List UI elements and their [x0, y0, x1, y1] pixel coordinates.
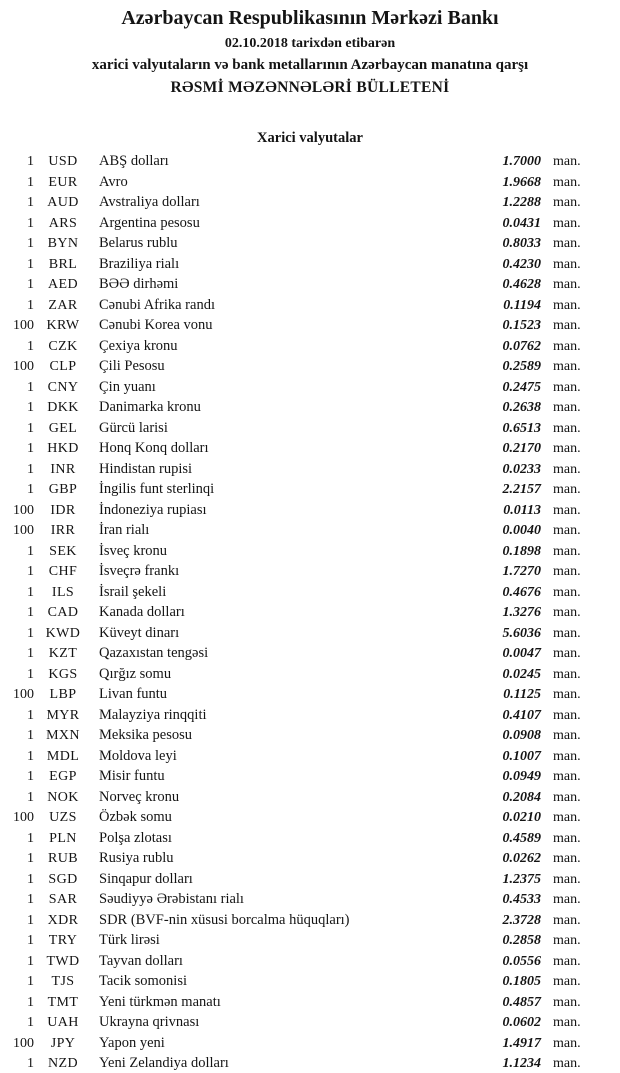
unit-label: man. — [553, 584, 581, 600]
rate-row — [0, 418, 620, 439]
currency-name: Braziliya rialı — [99, 255, 180, 272]
quantity: 1 — [27, 564, 34, 579]
quantity: 1 — [27, 215, 34, 231]
currency-name: Çexiya kronu — [99, 337, 178, 354]
currency-name: İndoneziya rupiası — [99, 501, 207, 518]
currency-name: Malayziya rinqqiti — [99, 706, 207, 723]
currency-code: EUR — [48, 174, 78, 190]
quantity: 1 — [27, 605, 34, 620]
exchange-rate: 0.0047 — [502, 646, 541, 661]
exchange-rate: 1.7270 — [502, 564, 541, 579]
currency-name: Gürcü larisi — [99, 419, 168, 436]
unit-label: man. — [553, 256, 581, 272]
quantity: 1 — [27, 1015, 34, 1030]
unit-label: man. — [553, 769, 581, 784]
currency-name: Misir funtu — [99, 768, 165, 784]
quantity: 1 — [27, 707, 34, 723]
currency-code: AUD — [47, 195, 79, 210]
exchange-rate: 0.2170 — [502, 441, 541, 456]
quantity: 1 — [27, 338, 34, 354]
exchange-rate: 0.0233 — [502, 461, 541, 477]
rate-row — [0, 541, 620, 562]
exchange-rate: 0.0762 — [502, 338, 541, 354]
currency-code: MDL — [46, 748, 80, 764]
unit-label: man. — [553, 420, 581, 436]
exchange-rate: 0.1805 — [502, 974, 541, 989]
unit-label: man. — [553, 236, 581, 251]
rate-row — [0, 664, 620, 685]
quantity: 1 — [27, 871, 34, 887]
currency-name: Sinqapur dolları — [99, 870, 193, 887]
rate-row — [0, 520, 620, 541]
exchange-rate: 1.9668 — [502, 174, 541, 190]
quantity: 100 — [13, 359, 34, 374]
currency-code: ZAR — [48, 297, 78, 313]
currency-name: Danimarka kronu — [99, 399, 201, 415]
unit-label: man. — [553, 994, 581, 1010]
currency-code: NOK — [47, 789, 79, 805]
rate-row — [0, 623, 620, 644]
unit-label: man. — [553, 441, 581, 456]
currency-name: Cənubi Afrika randı — [99, 296, 215, 313]
quantity: 1 — [27, 912, 34, 928]
quantity: 1 — [27, 666, 34, 682]
quantity: 1 — [27, 256, 34, 272]
unit-label: man. — [553, 871, 581, 887]
rate-row — [0, 725, 620, 746]
currency-code: ILS — [51, 584, 75, 600]
quantity: 1 — [27, 1056, 34, 1071]
unit-label: man. — [553, 154, 581, 169]
unit-label: man. — [553, 830, 581, 846]
exchange-rate: 0.0040 — [502, 523, 541, 538]
unit-label: man. — [553, 933, 581, 948]
quantity: 100 — [13, 502, 34, 518]
currency-name: Çili Pesosu — [99, 358, 165, 374]
currency-code: LBP — [49, 687, 77, 702]
currency-code: KZT — [48, 646, 78, 661]
exchange-rate: 0.0949 — [502, 769, 541, 784]
currency-name: Avstraliya dolları — [99, 194, 200, 210]
unit-label: man. — [553, 502, 581, 518]
currency-code: IDR — [50, 502, 76, 518]
unit-label: man. — [553, 523, 581, 538]
exchange-rate: 0.0556 — [502, 953, 541, 969]
currency-name: Yeni türkmən manatı — [99, 993, 221, 1010]
quantity: 100 — [13, 687, 34, 702]
unit-label: man. — [553, 482, 581, 497]
quantity: 1 — [27, 277, 34, 292]
section-title-foreign-currencies: Xarici valyutalar — [257, 130, 363, 146]
currency-code: CLP — [49, 359, 77, 374]
quantity: 1 — [27, 584, 34, 600]
currency-code: KRW — [46, 318, 80, 333]
rate-row — [0, 479, 620, 500]
currency-code: TMT — [47, 994, 79, 1010]
rate-row — [0, 1033, 620, 1054]
rate-row — [0, 500, 620, 521]
unit-label: man. — [553, 953, 581, 969]
currency-name: Ukrayna qrivnası — [99, 1014, 200, 1030]
rate-row — [0, 356, 620, 377]
rate-row — [0, 295, 620, 316]
unit-label: man. — [553, 974, 581, 989]
unit-label: man. — [553, 318, 581, 333]
exchange-rate: 0.0908 — [502, 728, 541, 743]
rate-row — [0, 643, 620, 664]
currency-code: DKK — [47, 400, 79, 415]
currency-name: İsveçrə frankı — [99, 563, 180, 579]
currency-name: Cənubi Korea vonu — [99, 317, 213, 333]
currency-code: JPY — [50, 1035, 76, 1051]
exchange-rate: 0.0245 — [502, 666, 541, 682]
rate-row — [0, 910, 620, 931]
currency-name: Meksika pesosu — [99, 727, 193, 743]
quantity: 1 — [27, 441, 34, 456]
rate-row — [0, 397, 620, 418]
exchange-rate: 0.2858 — [502, 933, 541, 948]
currency-name: Belarus rublu — [99, 235, 178, 251]
unit-label: man. — [553, 707, 581, 723]
currency-code: TJS — [51, 974, 75, 989]
rate-row — [0, 705, 620, 726]
unit-label: man. — [553, 174, 581, 190]
unit-label: man. — [553, 297, 581, 313]
unit-label: man. — [553, 810, 581, 825]
unit-label: man. — [553, 625, 581, 641]
rate-row — [0, 1053, 620, 1073]
currency-name: Çin yuanı — [99, 378, 156, 395]
quantity: 1 — [27, 728, 34, 743]
subject-line: xarici valyutaların və bank metallarının Azərbaycan manatına qarşı — [91, 57, 529, 73]
rate-row — [0, 561, 620, 582]
currency-code: BRL — [48, 256, 78, 272]
unit-label: man. — [553, 728, 581, 743]
rate-row — [0, 930, 620, 951]
exchange-rate: 0.2475 — [502, 379, 541, 395]
currency-code: USD — [48, 154, 78, 169]
currency-name: BƏƏ dirhəmi — [99, 276, 179, 292]
quantity: 1 — [27, 400, 34, 415]
currency-code: CZK — [48, 338, 78, 354]
exchange-rate: 2.3728 — [502, 912, 541, 928]
rate-row — [0, 172, 620, 193]
exchange-rate: 0.2589 — [502, 359, 541, 374]
rate-row — [0, 971, 620, 992]
rate-row — [0, 828, 620, 849]
unit-label: man. — [553, 687, 581, 702]
exchange-rate: 0.0602 — [502, 1015, 541, 1030]
quantity: 1 — [27, 174, 34, 190]
currency-code: PLN — [49, 830, 77, 846]
unit-label: man. — [553, 338, 581, 354]
currency-code: SAR — [48, 892, 78, 907]
quantity: 100 — [13, 318, 34, 333]
unit-label: man. — [553, 215, 581, 231]
exchange-rate: 0.4628 — [502, 277, 541, 292]
rate-row — [0, 274, 620, 295]
exchange-rate: 2.2157 — [502, 482, 541, 497]
currency-code: XDR — [47, 912, 79, 928]
currency-code: TRY — [48, 933, 78, 948]
unit-label: man. — [553, 277, 581, 292]
unit-label: man. — [553, 1015, 581, 1030]
currency-name: Özbək somu — [99, 809, 172, 825]
currency-code: ARS — [48, 215, 78, 231]
unit-label: man. — [553, 1035, 581, 1051]
quantity: 1 — [27, 933, 34, 948]
quantity: 1 — [27, 379, 34, 395]
currency-code: MXN — [46, 728, 80, 743]
currency-name: Moldova leyi — [99, 747, 177, 764]
currency-code: GEL — [48, 420, 78, 436]
exchange-rate: 1.2288 — [502, 195, 541, 210]
unit-label: man. — [553, 379, 581, 395]
rate-row — [0, 336, 620, 357]
exchange-rate: 0.1523 — [502, 318, 541, 333]
rate-row — [0, 848, 620, 869]
unit-label: man. — [553, 892, 581, 907]
bulletin-header — [0, 0, 620, 97]
currency-code: UAH — [47, 1015, 79, 1030]
currency-code: CHF — [48, 564, 78, 579]
exchange-rate: 0.2084 — [502, 789, 541, 805]
bulletin-title: RƏSMİ MƏZƏNNƏLƏRİ BÜLLETENİ — [170, 79, 450, 96]
quantity: 100 — [13, 810, 34, 825]
currency-code: SEK — [49, 543, 77, 559]
quantity: 1 — [27, 994, 34, 1010]
currency-name: İran rialı — [99, 522, 150, 538]
currency-code: MYR — [46, 707, 80, 723]
rate-row — [0, 459, 620, 480]
effective-date-line: 02.10.2018 tarixdən etibarən — [224, 36, 396, 51]
exchange-rate: 0.0113 — [503, 502, 541, 518]
rate-row — [0, 1012, 620, 1033]
currency-name: Küveyt dinarı — [99, 624, 180, 641]
unit-label: man. — [553, 543, 581, 559]
exchange-rate: 5.6036 — [502, 625, 541, 641]
currency-name: Argentina pesosu — [99, 214, 200, 231]
exchange-rate: 0.0262 — [502, 851, 541, 866]
currency-name: Yeni Zelandiya dolları — [99, 1055, 229, 1071]
currency-code: NZD — [48, 1056, 78, 1071]
rate-row — [0, 151, 620, 172]
currency-code: KGS — [48, 666, 78, 682]
rate-row — [0, 787, 620, 808]
quantity: 1 — [27, 236, 34, 251]
currency-name: Qırğız somu — [99, 665, 172, 682]
exchange-rate: 0.6513 — [502, 420, 541, 436]
rate-row — [0, 377, 620, 398]
rate-row — [0, 766, 620, 787]
currency-name: Kanada dolları — [99, 604, 185, 620]
currency-name: Qazaxıstan tengəsi — [99, 645, 209, 661]
currency-name: Yapon yeni — [99, 1034, 165, 1051]
rate-row — [0, 315, 620, 336]
exchange-rate: 1.4917 — [502, 1035, 541, 1051]
currency-code: KWD — [45, 625, 81, 641]
rate-row — [0, 602, 620, 623]
quantity: 1 — [27, 892, 34, 907]
quantity: 1 — [27, 543, 34, 559]
exchange-rate: 0.1194 — [503, 297, 541, 313]
quantity: 1 — [27, 625, 34, 641]
unit-label: man. — [553, 564, 581, 579]
quantity: 1 — [27, 789, 34, 805]
quantity: 1 — [27, 953, 34, 969]
unit-label: man. — [553, 605, 581, 620]
rate-row — [0, 233, 620, 254]
rate-row — [0, 889, 620, 910]
exchange-rate: 0.4857 — [502, 994, 541, 1010]
exchange-rate: 1.7000 — [502, 154, 541, 169]
currency-name: Rusiya rublu — [99, 850, 174, 866]
currency-name: Norveç kronu — [99, 788, 180, 805]
currency-code: CAD — [47, 605, 79, 620]
currency-code: HKD — [47, 441, 79, 456]
unit-label: man. — [553, 195, 581, 210]
rate-row — [0, 684, 620, 705]
unit-label: man. — [553, 912, 581, 928]
currency-name: İsveç kronu — [99, 542, 168, 559]
currency-name: İngilis funt sterlinqi — [99, 481, 215, 497]
exchange-rate: 0.1125 — [503, 687, 541, 702]
currency-code: UZS — [49, 810, 77, 825]
currency-name: Tacik somonisi — [99, 973, 187, 989]
unit-label: man. — [553, 851, 581, 866]
currency-name: Honq Konq dolları — [99, 440, 209, 456]
currency-code: AED — [48, 277, 78, 292]
quantity: 1 — [27, 154, 34, 169]
quantity: 1 — [27, 974, 34, 989]
currency-code: BYN — [47, 236, 79, 251]
exchange-rate: 1.1234 — [502, 1056, 541, 1071]
quantity: 1 — [27, 851, 34, 866]
exchange-rate: 0.2638 — [502, 400, 541, 415]
currency-code: INR — [50, 461, 76, 477]
exchange-rate: 0.0431 — [502, 215, 541, 231]
currency-name: Səudiyyə Ərəbistanı rialı — [99, 891, 244, 907]
quantity: 100 — [13, 1035, 34, 1051]
rate-row — [0, 869, 620, 890]
quantity: 1 — [27, 769, 34, 784]
currency-code: SGD — [48, 871, 78, 887]
unit-label: man. — [553, 1056, 581, 1071]
quantity: 1 — [27, 748, 34, 764]
unit-label: man. — [553, 359, 581, 374]
currency-code: CNY — [47, 379, 79, 395]
rate-row — [0, 438, 620, 459]
quantity: 1 — [27, 420, 34, 436]
unit-label: man. — [553, 400, 581, 415]
bank-name: Azərbaycan Respublikasının Mərkəzi Bankı — [121, 7, 499, 29]
currency-name: Avro — [99, 173, 128, 190]
currency-code: IRR — [50, 523, 76, 538]
currency-code: RUB — [48, 851, 78, 866]
currency-name: Livan funtu — [99, 686, 168, 702]
rate-row — [0, 213, 620, 234]
currency-name: Türk lirəsi — [99, 932, 160, 948]
exchange-rate: 0.1007 — [502, 748, 541, 764]
unit-label: man. — [553, 666, 581, 682]
rate-row — [0, 992, 620, 1013]
rate-row — [0, 807, 620, 828]
exchange-rate: 1.3276 — [502, 605, 541, 620]
quantity: 1 — [27, 646, 34, 661]
exchange-rate: 0.4230 — [502, 256, 541, 272]
exchange-rate: 0.0210 — [502, 810, 541, 825]
quantity: 1 — [27, 482, 34, 497]
quantity: 100 — [13, 523, 34, 538]
rate-row — [0, 582, 620, 603]
unit-label: man. — [553, 789, 581, 805]
currency-code: EGP — [49, 769, 77, 784]
rate-row — [0, 254, 620, 275]
exchange-rate: 0.4533 — [502, 892, 541, 907]
exchange-rate: 0.4589 — [502, 830, 541, 846]
currency-name: Tayvan dolları — [99, 952, 183, 969]
exchange-rate: 0.8033 — [502, 236, 541, 251]
quantity: 1 — [27, 830, 34, 846]
currency-name: Polşa zlotası — [99, 829, 172, 846]
quantity: 1 — [27, 297, 34, 313]
unit-label: man. — [553, 748, 581, 764]
currency-name: SDR (BVF-nin xüsusi borcalma hüquqları) — [99, 911, 350, 928]
exchange-rate: 0.4676 — [502, 584, 541, 600]
currency-name: İsrail şekeli — [99, 583, 167, 600]
currency-name: Hindistan rupisi — [99, 460, 193, 477]
quantity: 1 — [27, 195, 34, 210]
currency-name: ABŞ dolları — [99, 153, 169, 169]
rate-row — [0, 192, 620, 213]
rate-row — [0, 746, 620, 767]
currency-code: GBP — [48, 482, 78, 497]
unit-label: man. — [553, 461, 581, 477]
exchange-rate: 0.1898 — [502, 543, 541, 559]
rate-row — [0, 951, 620, 972]
exchange-rates-table — [0, 151, 620, 1073]
unit-label: man. — [553, 646, 581, 661]
exchange-rate: 1.2375 — [502, 871, 541, 887]
currency-code: TWD — [46, 953, 80, 969]
quantity: 1 — [27, 461, 34, 477]
exchange-rate: 0.4107 — [502, 707, 541, 723]
